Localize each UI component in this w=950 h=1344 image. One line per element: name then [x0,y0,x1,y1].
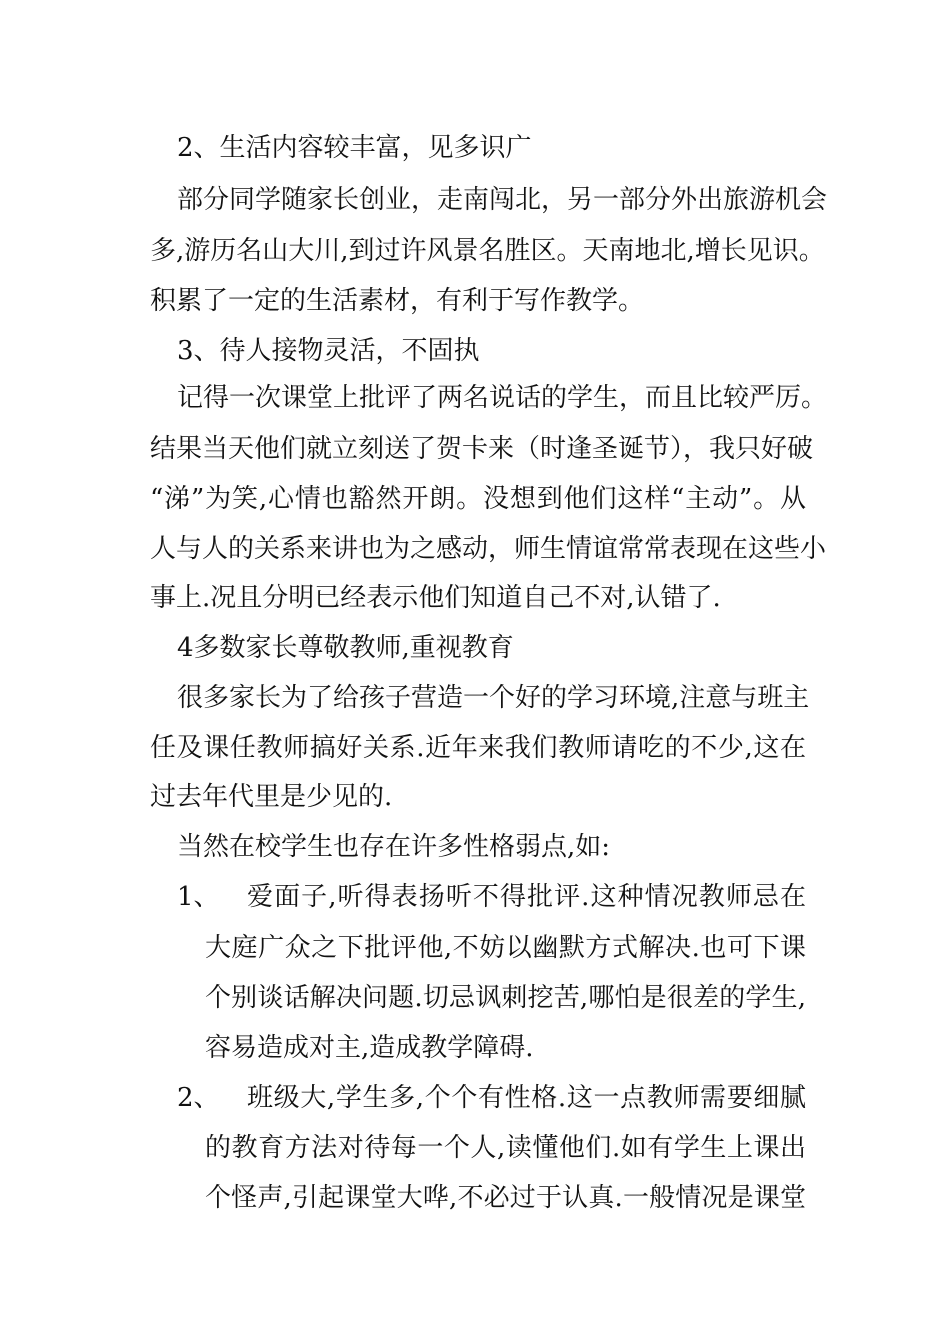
list-item-2-line-2: 的教育方法对待每一个人,读懂他们.如有学生上课出 [205,1133,806,1163]
list-item-2-line-3: 个怪声,引起课堂大哗,不必过于认真.一般情况是课堂 [205,1183,806,1213]
section-heading-3: 3、待人接物灵活，不固执 [177,336,480,366]
paragraph-3-line-5: 事上.况且分明已经表示他们知道自己不对,认错了. [150,583,721,613]
weakness-intro: 当然在校学生也存在许多性格弱点,如: [177,832,611,862]
list-item-1-line-4: 容易造成对主,造成教学障碍. [205,1033,534,1063]
paragraph-3-line-1: 记得一次课堂上批评了两名说话的学生，而且比较严厉。 [177,383,828,413]
section-heading-4: 4多数家长尊敬教师,重视教育 [177,633,514,663]
list-item-2-line-1: 班级大,学生多,个个有性格.这一点教师需要细腻 [247,1083,806,1113]
paragraph-3-line-4: 人与人的关系来讲也为之感动，师生情谊常常表现在这些小 [150,534,827,564]
list-item-1-line-1: 爱面子,听得表扬听不得批评.这种情况教师忌在 [247,882,806,912]
paragraph-4-line-2: 任及课任教师搞好关系.近年来我们教师请吃的不少,这在 [150,733,806,763]
list-item-2-number: 2、 [177,1083,220,1113]
section-heading-2: 2、生活内容较丰富，见多识广 [177,133,532,163]
paragraph-3-line-3: “涕”为笑,心情也豁然开朗。没想到他们这样“主动”。从 [150,484,806,514]
paragraph-2-line-1: 部分同学随家长创业，走南闯北，另一部分外出旅游机会 [177,185,828,215]
paragraph-4-line-3: 过去年代里是少见的. [150,782,393,812]
paragraph-2-line-2: 多,游历名山大川,到过许风景名胜区。天南地北,增长见识。 [150,236,825,266]
list-item-1-line-3: 个别谈话解决问题.切忌讽刺挖苦,哪怕是很差的学生, [205,983,806,1013]
paragraph-3-line-2: 结果当天他们就立刻送了贺卡来（时逢圣诞节），我只好破 [150,434,814,464]
paragraph-4-line-1: 很多家长为了给孩子营造一个好的学习环境,注意与班主 [177,683,810,713]
list-item-1-number: 1、 [177,882,220,912]
list-item-1-line-2: 大庭广众之下批评他,不妨以幽默方式解决.也可下课 [205,933,806,963]
paragraph-2-line-3: 积累了一定的生活素材，有利于写作教学。 [150,286,645,316]
